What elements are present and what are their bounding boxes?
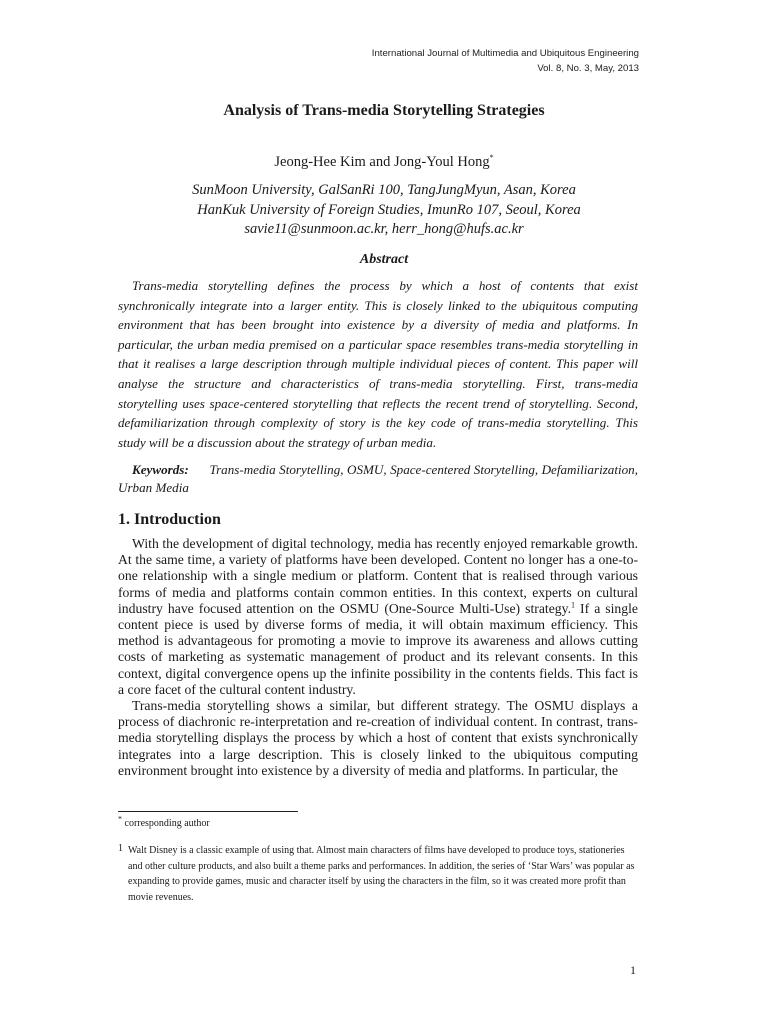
corresponding-author-mark: * — [489, 153, 494, 163]
running-header — [372, 46, 639, 76]
intro-paragraph-2: Trans-media storytelling shows a similar, but different strategy. The OSMU displays a process of diachronic re-interpretation and re-creation of individual content. In contrast, trans-media storytelling displays the process by which a host of content that exists synchronically integrates into a large description. This is closely linked to the ubiquitous computing environment brought into existence by a diversity of media and platforms. In particular, the — [118, 698, 638, 778]
footnote-divider — [118, 811, 298, 812]
intro-paragraph-1-part-b: If a single content piece is used by diverse forms of media, it will obtain maximum efficiency. This method is advantageous for promoting a movie to improve its awareness and allows cutting costs of marketing as systematic management of product and its relevant consents. In this context, digital convergence opens up the infinite possibility in the contents fields. This fact is a core facet of the cultural content industry. — [118, 600, 638, 697]
journal-issue: Vol. 8, No. 3, May, 2013 — [537, 63, 639, 74]
author-line — [0, 154, 768, 171]
footnote-1-text: Walt Disney is a classic example of using that. Almost main characters of films have developed to produce toys, stationeries and other culture products, and also built a theme parks and performances. In addition, the series of ‘Star Wars’ was popular as expanding to provide games, music and character itself by using the characters in the film, so it was created more profit than movie revenues. — [128, 845, 635, 903]
intro-paragraph-1 — [118, 536, 638, 698]
author-emails: savie11@sunmoon.ac.kr, herr_hong@hufs.ac.kr — [244, 221, 524, 237]
abstract-text: Trans-media storytelling defines the process by which a host of contents that exist synchronically integrate into a larger entity. This is closely linked to the ubiquitous computing environment that has been brought into existence by a diversity of media and platforms. In particular, the urban media premised on a particular space resembles trans-media storytelling in that it realises a large description through multiple individual pieces of content. This paper will analyse the structure and characteristics of trans-media storytelling. First, trans-media storytelling uses space-centered storytelling that reflects the recent trend of storytelling. Second, defamiliarization through complexity of story is the key code of trans-media storytelling. This study will be a discussion about the strategy of urban media. — [118, 278, 638, 450]
affiliation-1: SunMoon University, GalSanRi 100, TangJungMyun, Asan, Korea — [192, 182, 576, 198]
footnote-star-mark: * — [118, 814, 122, 824]
footnote-corresponding — [118, 814, 210, 829]
intro-paragraph-1-part-a: With the development of digital technology, media has recently enjoyed remarkable growth. At the same time, a variety of platforms have been developed. Content no longer has a one-to-one relationship with a single medium or platform. Content that is realised through various forms of media and platforms contain common entities. In this context, experts on cultural industry have focused attention on the OSMU (One-Source Multi-Use) strategy. — [118, 536, 638, 616]
section-heading-introduction: 1. Introduction — [118, 511, 221, 528]
footnote-1-number: 1 — [118, 843, 123, 854]
affiliation-2: HanKuk University of Foreign Studies, ImunRo 107, Seoul, Korea — [197, 201, 581, 218]
abstract-heading: Abstract — [359, 252, 409, 267]
footnote-ref-1: 1 — [571, 600, 576, 610]
introduction-body — [118, 536, 638, 779]
journal-name: International Journal of Multimedia and Ubiquitous Engineering — [371, 48, 639, 59]
keywords-list: Trans-media Storytelling, OSMU, Space-centered Storytelling, Defamiliarization, Urban Media — [118, 462, 638, 495]
footnote-corresponding-text: corresponding author — [122, 818, 210, 829]
author-names: Jeong-Hee Kim and Jong-Youl Hong — [274, 154, 490, 170]
paper-title: Analysis of Trans-media Storytelling Strategies — [223, 102, 545, 119]
footnote-1 — [118, 843, 638, 905]
page-number: 1 — [630, 963, 636, 977]
keywords-label: Keywords: — [132, 462, 189, 477]
affiliations — [0, 181, 768, 240]
keywords — [118, 461, 638, 497]
